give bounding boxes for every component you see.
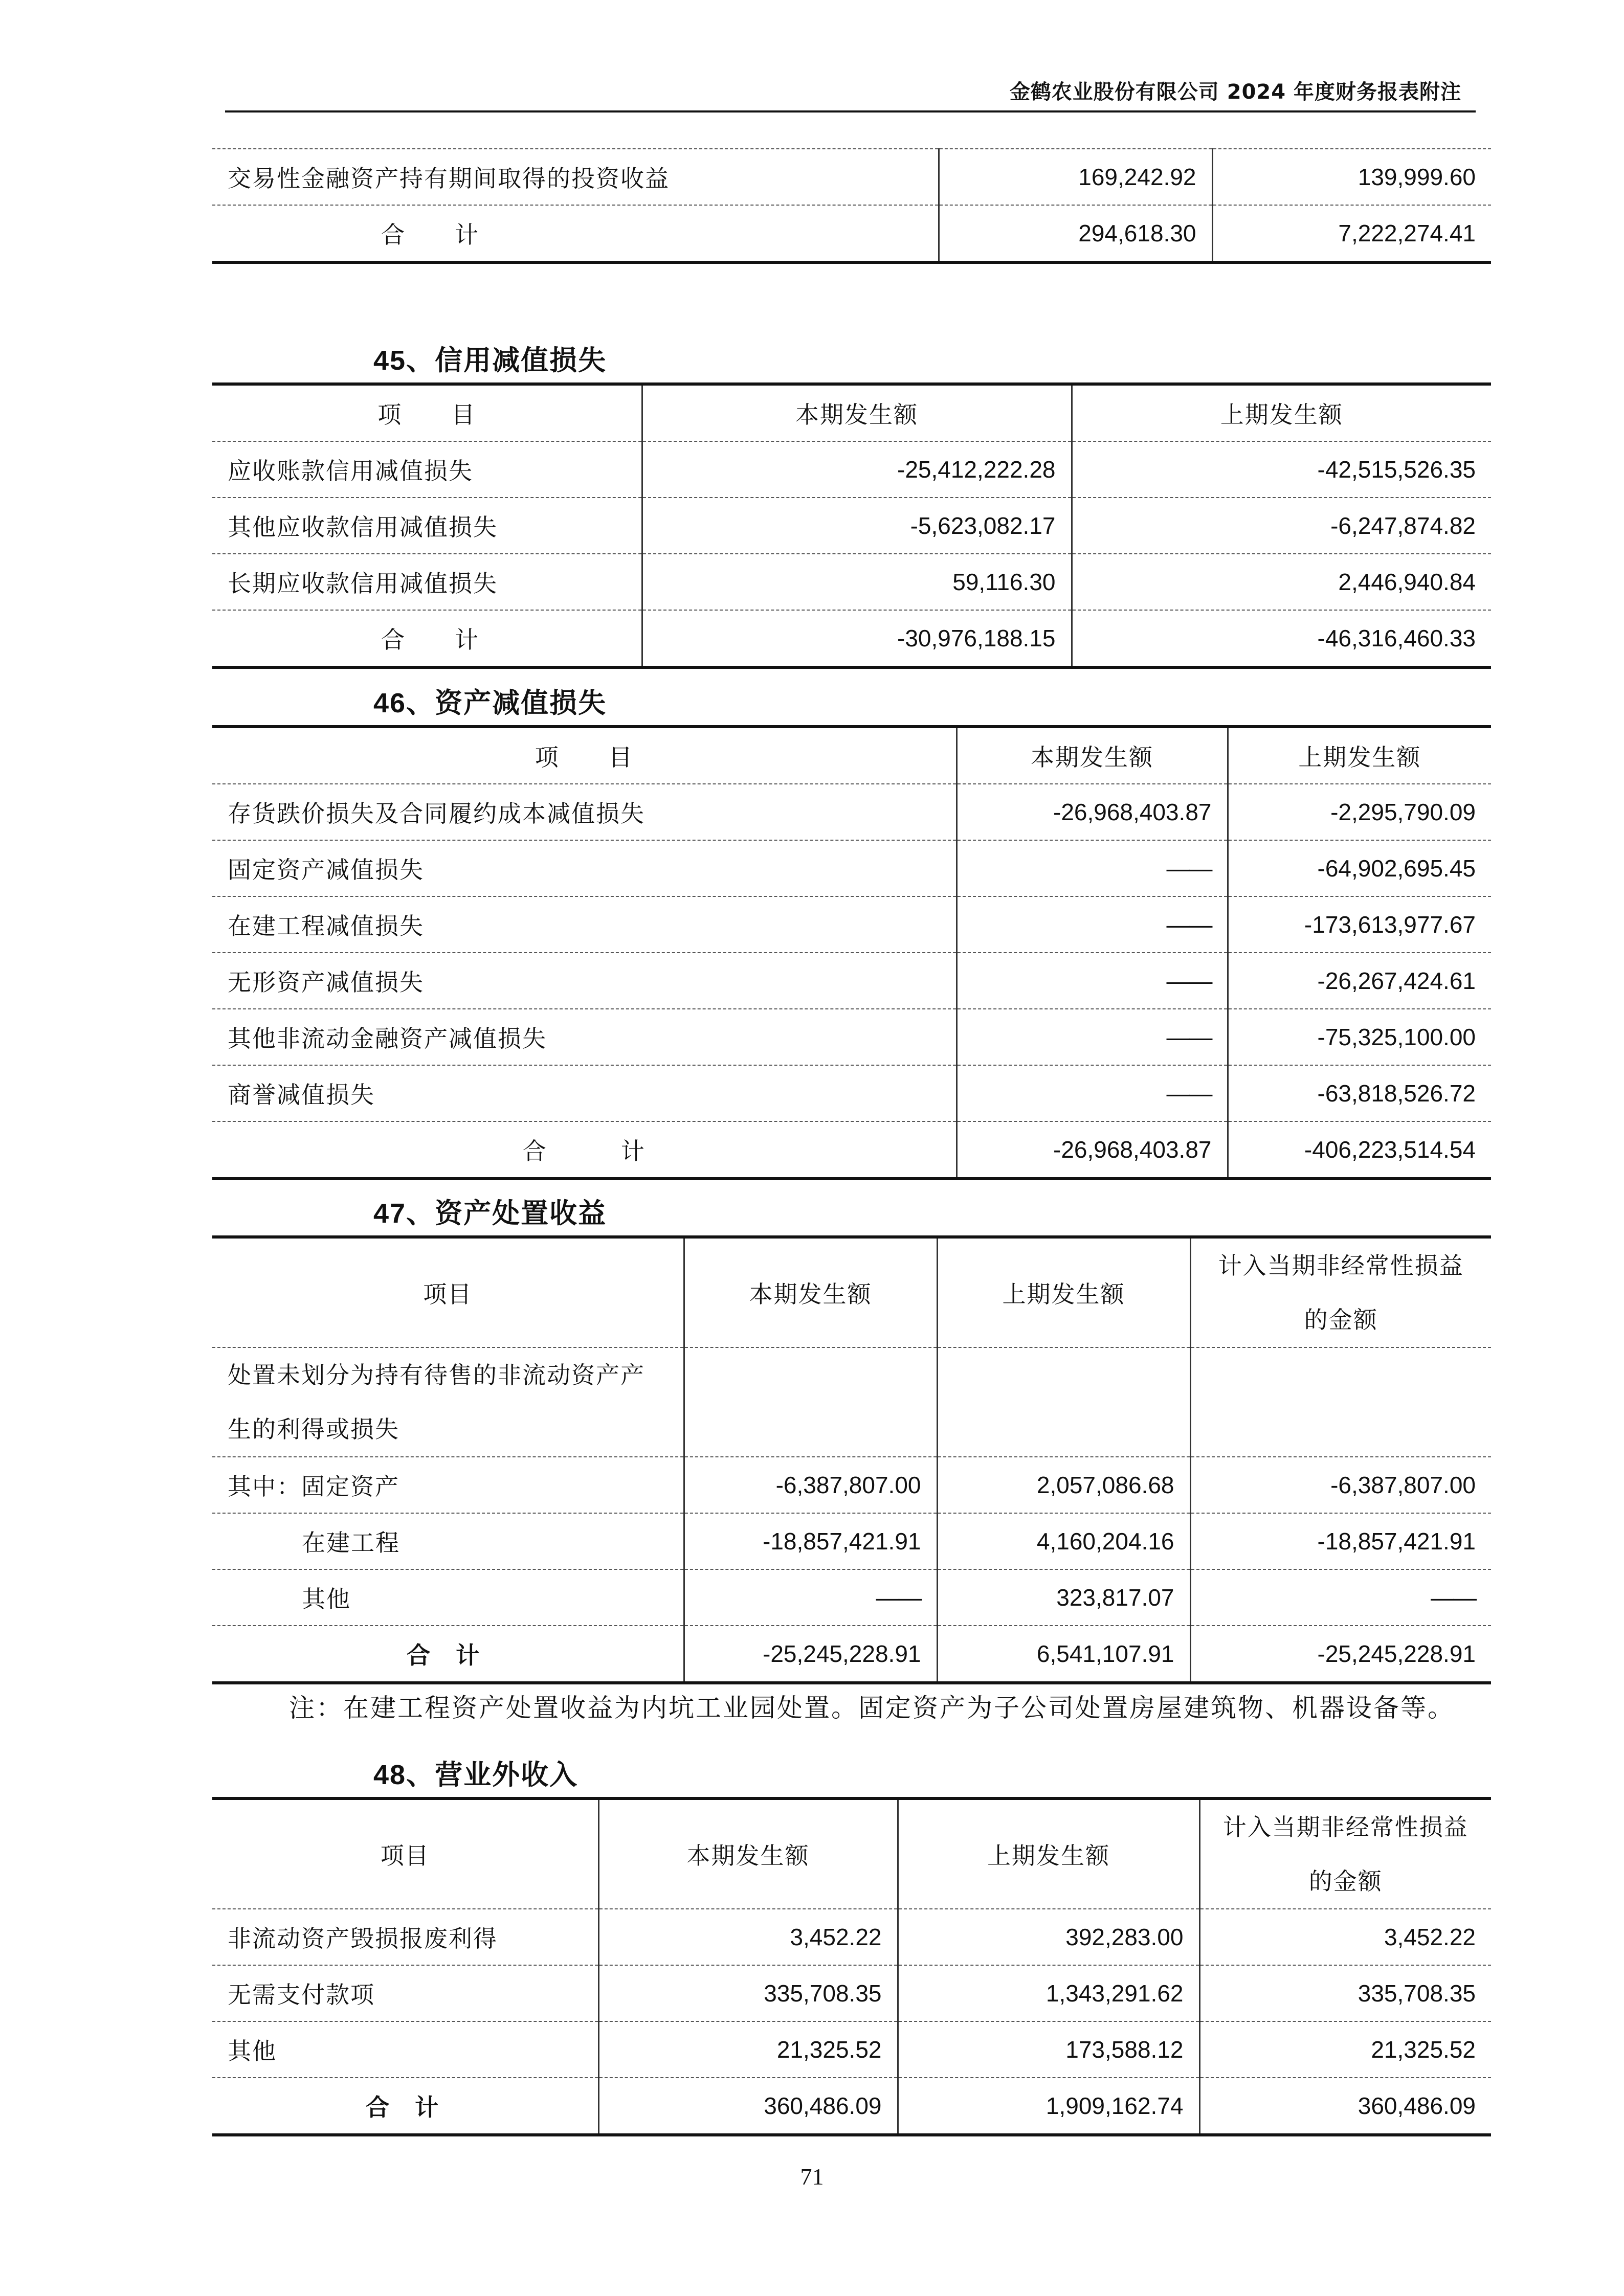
table-header-row [212, 1798, 1491, 1909]
table-45-credit-impairment [212, 382, 1491, 669]
row-previous: 323,817.07 [937, 1569, 1190, 1626]
column-header-previous: 上期发生额 [898, 1798, 1199, 1909]
table-row [212, 1569, 1491, 1626]
column-header-item: 项 目 [377, 401, 476, 429]
table-row [212, 1909, 1491, 1965]
row-item: 商誉减值损失 [212, 1065, 956, 1121]
row-nonrecurring: -6,387,807.00 [1190, 1457, 1491, 1513]
row-item: 存货跌价损失及合同履约成本减值损失 [212, 784, 956, 840]
total-current: -30,976,188.15 [642, 610, 1072, 667]
row-nonrecurring: -18,857,421.91 [1190, 1513, 1491, 1569]
total-label: 合 计 [212, 205, 939, 262]
section-47-note: 注：在建工程资产处置收益为内坑工业园处置。固定资产为子公司处置房屋建筑物、机器设备等。 [289, 1693, 1455, 1723]
column-header-item: 项目 [423, 1280, 473, 1308]
row-previous [937, 1347, 1190, 1457]
row-previous: 173,588.12 [898, 2021, 1199, 2078]
table-row [212, 498, 1491, 554]
total-nonrecurring: 360,486.09 [1199, 2078, 1491, 2135]
column-header-item: 项目 [380, 1842, 430, 1870]
table-row [212, 896, 1491, 953]
total-previous: 1,909,162.74 [898, 2078, 1199, 2135]
table-total-row [212, 610, 1491, 667]
section-title-text: 、资产处置收益 [406, 1197, 607, 1229]
row-nonrecurring: —— [1190, 1569, 1491, 1626]
row-item: 非流动资产毁损报废利得 [212, 1909, 598, 1965]
section-title-text: 、信用减值损失 [406, 344, 607, 376]
total-label: 合 计 [212, 2078, 598, 2135]
table-row [212, 2021, 1491, 2078]
section-number: 45 [373, 345, 407, 376]
total-label: 合 计 [212, 1121, 956, 1179]
row-previous: 1,343,291.62 [898, 1965, 1199, 2021]
row-previous: -173,613,977.67 [1228, 896, 1491, 953]
row-item: 长期应收款信用减值损失 [212, 554, 642, 610]
table-row [212, 441, 1491, 498]
row-previous: 139,999.60 [1212, 149, 1491, 205]
total-current: -26,968,403.87 [956, 1121, 1228, 1179]
section-number: 46 [373, 688, 407, 718]
row-previous: -26,267,424.61 [1228, 953, 1491, 1009]
table-total-row [212, 205, 1491, 262]
row-item: 在建工程减值损失 [212, 896, 956, 953]
total-label: 合 计 [212, 610, 642, 667]
total-current: 294,618.30 [939, 205, 1212, 262]
row-item: 无形资产减值损失 [212, 953, 956, 1009]
table-48-non-operating-income [212, 1797, 1491, 2136]
total-nonrecurring: -25,245,228.91 [1190, 1626, 1491, 1683]
column-header-previous: 上期发生额 [937, 1237, 1190, 1347]
row-current: —— [684, 1569, 937, 1626]
row-previous: -75,325,100.00 [1228, 1009, 1491, 1065]
table-row [212, 784, 1491, 840]
table-row [212, 1457, 1491, 1513]
total-previous: -46,316,460.33 [1072, 610, 1491, 667]
row-current: -18,857,421.91 [684, 1513, 937, 1569]
table-header-row [212, 384, 1491, 441]
header-title: 金鹤农业股份有限公司 2024 年度财务报表附注 [1009, 80, 1461, 104]
row-current [684, 1347, 937, 1457]
row-previous: 4,160,204.16 [937, 1513, 1190, 1569]
column-header-current: 本期发生额 [684, 1237, 937, 1347]
section-number: 48 [373, 1760, 407, 1790]
table-47-asset-disposal-gains [212, 1235, 1491, 1684]
row-current: —— [956, 1009, 1228, 1065]
table-row [212, 953, 1491, 1009]
table-row [212, 1009, 1491, 1065]
row-current: —— [956, 953, 1228, 1009]
row-previous: 2,057,086.68 [937, 1457, 1190, 1513]
table-row [212, 1513, 1491, 1569]
table-header-row [212, 727, 1491, 784]
row-nonrecurring: 21,325.52 [1199, 2021, 1491, 2078]
row-item: 固定资产减值损失 [212, 840, 956, 896]
row-previous: -63,818,526.72 [1228, 1065, 1491, 1121]
row-item: 其他 [212, 2021, 598, 2078]
row-current: 169,242.92 [939, 149, 1212, 205]
total-current: -25,245,228.91 [684, 1626, 937, 1683]
table-row [212, 1965, 1491, 2021]
column-header-current: 本期发生额 [642, 384, 1072, 441]
row-current: 335,708.35 [598, 1965, 898, 2021]
row-previous: -42,515,526.35 [1072, 441, 1491, 498]
total-previous: 6,541,107.91 [937, 1626, 1190, 1683]
page-number: 71 [800, 2164, 824, 2190]
row-item: 其中：固定资产 [212, 1457, 684, 1513]
row-current: —— [956, 896, 1228, 953]
column-header-nonrecurring: 计入当期非经常性损益的金额 [1199, 1798, 1491, 1909]
row-item: 在建工程 [212, 1513, 684, 1569]
row-item: 交易性金融资产持有期间取得的投资收益 [228, 165, 670, 192]
row-nonrecurring: 3,452.22 [1199, 1909, 1491, 1965]
row-nonrecurring [1190, 1347, 1491, 1457]
table-total-row [212, 1626, 1491, 1683]
row-item: 应收账款信用减值损失 [212, 441, 642, 498]
table-total-row [212, 1121, 1491, 1179]
table-row [212, 554, 1491, 610]
column-header-current: 本期发生额 [956, 727, 1228, 784]
row-item: 处置未划分为持有待售的非流动资产产生的利得或损失 [212, 1347, 684, 1457]
page-header [225, 72, 1476, 112]
row-current: —— [956, 1065, 1228, 1121]
column-header-nonrecurring: 计入当期非经常性损益的金额 [1190, 1237, 1491, 1347]
column-header-previous: 上期发生额 [1072, 384, 1491, 441]
table-total-row [212, 2078, 1491, 2135]
section-47-title [373, 1191, 607, 1231]
row-current: 59,116.30 [642, 554, 1072, 610]
row-nonrecurring: 335,708.35 [1199, 1965, 1491, 2021]
total-previous: -406,223,514.54 [1228, 1121, 1491, 1179]
column-header-previous: 上期发生额 [1228, 727, 1491, 784]
section-title-text: 、营业外收入 [406, 1759, 579, 1791]
section-46-title [373, 681, 607, 721]
section-title-text: 、资产减值损失 [406, 687, 607, 719]
total-previous: 7,222,274.41 [1212, 205, 1491, 262]
table-row [212, 1347, 1491, 1457]
row-current: -5,623,082.17 [642, 498, 1072, 554]
section-number: 47 [373, 1198, 407, 1229]
row-item: 其他非流动金融资产减值损失 [212, 1009, 956, 1065]
row-previous: 392,283.00 [898, 1909, 1199, 1965]
table-row [212, 149, 1491, 205]
row-item: 无需支付款项 [212, 1965, 598, 2021]
table-44-continued [212, 148, 1491, 264]
row-item: 其他应收款信用减值损失 [212, 498, 642, 554]
row-current: 3,452.22 [598, 1909, 898, 1965]
row-current: -6,387,807.00 [684, 1457, 937, 1513]
total-label: 合 计 [212, 1626, 684, 1683]
column-header-current: 本期发生额 [598, 1798, 898, 1909]
row-previous: -64,902,695.45 [1228, 840, 1491, 896]
table-header-row [212, 1237, 1491, 1347]
table-row [212, 1065, 1491, 1121]
row-current: —— [956, 840, 1228, 896]
row-previous: -6,247,874.82 [1072, 498, 1491, 554]
row-current: 21,325.52 [598, 2021, 898, 2078]
row-current: -26,968,403.87 [956, 784, 1228, 840]
row-item: 其他 [212, 1569, 684, 1626]
row-current: -25,412,222.28 [642, 441, 1072, 498]
row-previous: 2,446,940.84 [1072, 554, 1491, 610]
section-45-title [373, 339, 607, 378]
table-row [212, 840, 1491, 896]
column-header-item: 项 目 [535, 744, 633, 771]
total-current: 360,486.09 [598, 2078, 898, 2135]
row-previous: -2,295,790.09 [1228, 784, 1491, 840]
table-46-asset-impairment [212, 725, 1491, 1180]
section-48-title [373, 1753, 578, 1792]
